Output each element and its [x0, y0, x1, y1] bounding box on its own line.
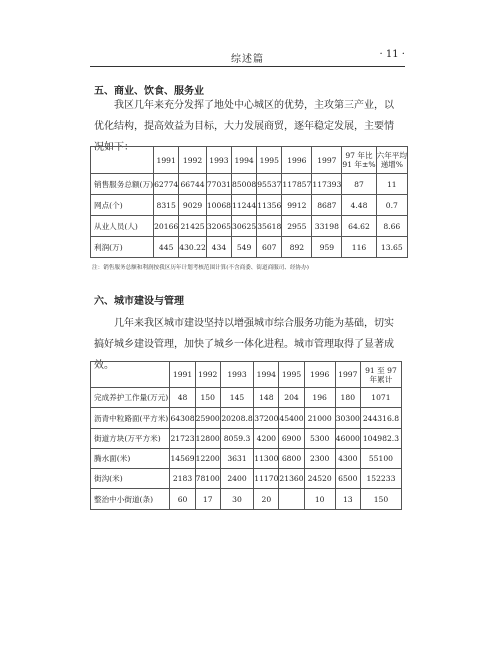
table-cell: 196	[304, 388, 335, 408]
table-cell: 46000	[335, 429, 360, 449]
table-cell: 30625	[232, 216, 257, 237]
section-5-paragraph: 我区几年来充分发挥了地处中心城区的优势，主攻第三产业，以优化结构，提高效益为目标，大力发展商贸，逐年稳定发展，主要情况如下：	[94, 100, 394, 153]
table-cell: 66744	[179, 174, 207, 195]
table-cell: 33198	[312, 216, 342, 237]
table-cell: 117393	[312, 174, 342, 195]
table-cell: 20208.8	[220, 408, 253, 429]
table-cell: 6500	[335, 469, 360, 489]
column-header: 1994	[232, 147, 257, 174]
table-cell: 1071	[360, 388, 401, 408]
table-cell: 8687	[312, 195, 342, 216]
column-header: 1995	[257, 147, 282, 174]
table-cell: 13.65	[376, 237, 407, 258]
row-label: 网点(个)	[91, 195, 154, 216]
column-header: 1993	[220, 362, 253, 388]
row-label: 沥青中粒路面(平方米)	[91, 408, 170, 429]
column-header: 1991	[170, 362, 195, 388]
table-cell: 21360	[279, 469, 304, 489]
table-cell: 21000	[304, 408, 335, 429]
table-cell: 607	[257, 237, 282, 258]
table-note: 注：销售服务总额和利润按我区历年计划考核范围计算(不含商委、街道商服司、经协办)	[92, 265, 309, 271]
table-row	[91, 469, 402, 489]
section-5-title: 五、商业、饮食、服务业	[94, 86, 204, 97]
table-cell: 11356	[257, 195, 282, 216]
table-cell: 95537	[257, 174, 282, 195]
section-6-title: 六、城市建设与管理	[94, 296, 184, 307]
table-cell: 24520	[304, 469, 335, 489]
table-cell: 145	[220, 388, 253, 408]
row-label: 从业人员(人)	[91, 216, 154, 237]
table-cell: 104982.3	[360, 429, 401, 449]
table-cell: 3631	[220, 449, 253, 469]
table-row	[91, 489, 402, 510]
table-cell: 148	[254, 388, 279, 408]
table-cell: 430.22	[179, 237, 207, 258]
section-6-paragraph: 几年来我区城市建设坚持以增强城市综合服务功能为基础，切实搞好城乡建设管理，加快了城乡一体化进程。城市管理取得了显著成效。	[94, 318, 394, 371]
column-header: 97 年比 91 年±%	[342, 147, 376, 174]
table-cell: 32065	[206, 216, 231, 237]
table-row	[91, 429, 402, 449]
row-label: 整治中小街道(条)	[91, 489, 170, 510]
city-table-body	[91, 362, 402, 510]
table-row	[91, 388, 402, 408]
row-label: 销售服务总额(万)	[91, 174, 154, 195]
table-cell: 30	[220, 489, 253, 510]
table-row	[91, 237, 408, 258]
table-cell: 64.62	[342, 216, 376, 237]
table-row	[91, 216, 408, 237]
table-cell: 2955	[282, 216, 312, 237]
table-cell: 21425	[179, 216, 207, 237]
row-label: 街沟(米)	[91, 469, 170, 489]
table-row	[91, 408, 402, 429]
table-cell: 8059.3	[220, 429, 253, 449]
table-header-row	[91, 362, 402, 388]
table-cell: 20166	[154, 216, 179, 237]
table-cell: 10	[304, 489, 335, 510]
table-cell: 64308	[170, 408, 195, 429]
table-cell: 4200	[254, 429, 279, 449]
column-header: 1992	[195, 362, 220, 388]
table-cell: 45400	[279, 408, 304, 429]
table-cell: 25900	[195, 408, 220, 429]
table-cell: 204	[279, 388, 304, 408]
sales-table-body	[91, 147, 408, 258]
column-header	[91, 147, 154, 174]
table-cell: 11244	[232, 195, 257, 216]
table-cell: 2300	[304, 449, 335, 469]
table-cell: 11170	[254, 469, 279, 489]
table-cell: 12800	[195, 429, 220, 449]
row-label: 腾水面(米)	[91, 449, 170, 469]
column-header: 1997	[312, 147, 342, 174]
column-header: 1996	[304, 362, 335, 388]
table-cell: 77031	[206, 174, 231, 195]
city-construction-table	[90, 361, 402, 510]
table-cell: 13	[335, 489, 360, 510]
table-row	[91, 174, 408, 195]
column-header: 六年平均 递增%	[376, 147, 407, 174]
table-cell: 152233	[360, 469, 401, 489]
column-header: 91 至 97 年累计	[360, 362, 401, 388]
table-cell: 78100	[195, 469, 220, 489]
row-label: 利润(万)	[91, 237, 154, 258]
table-cell: 6800	[279, 449, 304, 469]
table-cell: 17	[195, 489, 220, 510]
table-cell: 150	[195, 388, 220, 408]
table-cell: 549	[232, 237, 257, 258]
table-header-row	[91, 147, 408, 174]
table-cell: 35618	[257, 216, 282, 237]
column-header: 1991	[154, 147, 179, 174]
table-cell: 11	[376, 174, 407, 195]
table-cell: 4.48	[342, 195, 376, 216]
column-header	[91, 362, 170, 388]
row-label: 完成养护工作量(万元)	[91, 388, 170, 408]
table-row	[91, 449, 402, 469]
table-cell: 21723	[170, 429, 195, 449]
table-cell: 85008	[232, 174, 257, 195]
table-cell: 892	[282, 237, 312, 258]
table-cell: 12200	[195, 449, 220, 469]
table-cell: 959	[312, 237, 342, 258]
table-cell: 0.7	[376, 195, 407, 216]
table-cell: 55100	[360, 449, 401, 469]
table-cell: 2183	[170, 469, 195, 489]
table-cell: 9029	[179, 195, 207, 216]
table-cell: 2400	[220, 469, 253, 489]
table-cell: 60	[170, 489, 195, 510]
table-cell: 30300	[335, 408, 360, 429]
sales-table	[90, 146, 408, 258]
table-cell: 62774	[154, 174, 179, 195]
page-number: · 11 ·	[379, 49, 405, 60]
column-header: 1996	[282, 147, 312, 174]
table-cell: 87	[342, 174, 376, 195]
table-cell: 8315	[154, 195, 179, 216]
table-cell: 10068	[206, 195, 231, 216]
table-cell	[279, 489, 304, 510]
column-header: 1994	[254, 362, 279, 388]
table-cell: 150	[360, 489, 401, 510]
table-cell: 20	[254, 489, 279, 510]
column-header: 1993	[206, 147, 231, 174]
row-label: 街道方块(万平方米)	[91, 429, 170, 449]
column-header: 1992	[179, 147, 207, 174]
table-cell: 9912	[282, 195, 312, 216]
table-cell: 434	[206, 237, 231, 258]
table-row	[91, 195, 408, 216]
page-header	[90, 46, 405, 67]
table-cell: 4300	[335, 449, 360, 469]
table-cell: 11300	[254, 449, 279, 469]
table-cell: 37200	[254, 408, 279, 429]
table-cell: 8.66	[376, 216, 407, 237]
header-title: 综述篇	[231, 54, 264, 65]
table-cell: 116	[342, 237, 376, 258]
table-cell: 117857	[282, 174, 312, 195]
table-cell: 5300	[304, 429, 335, 449]
column-header: 1995	[279, 362, 304, 388]
table-cell: 445	[154, 237, 179, 258]
table-cell: 244316.8	[360, 408, 401, 429]
table-cell: 48	[170, 388, 195, 408]
table-cell: 14569	[170, 449, 195, 469]
table-cell: 180	[335, 388, 360, 408]
table-cell: 6900	[279, 429, 304, 449]
column-header: 1997	[335, 362, 360, 388]
